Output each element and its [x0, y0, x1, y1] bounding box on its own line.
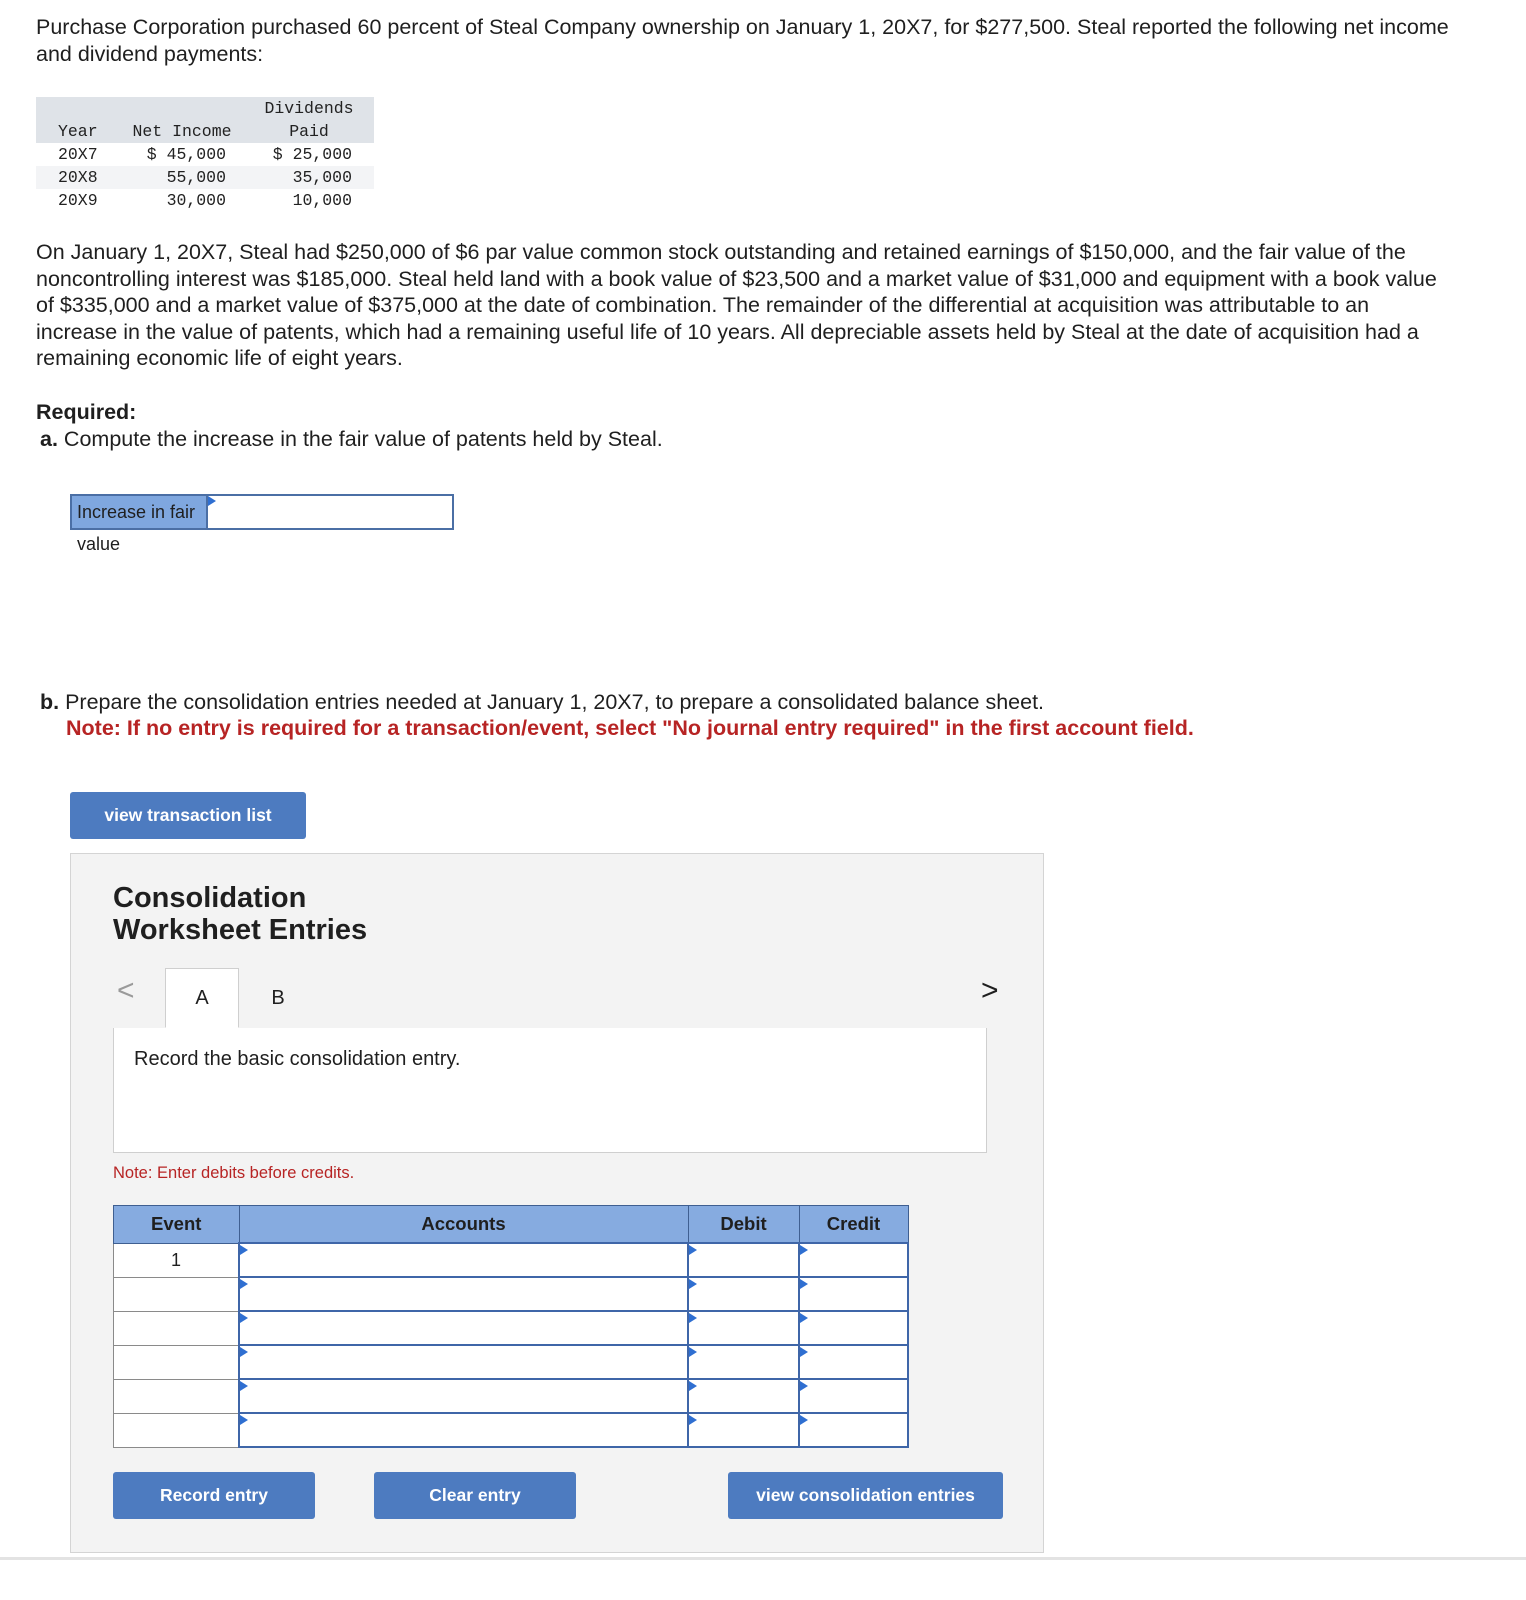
credit-cell: [799, 1243, 908, 1277]
credit-input[interactable]: [800, 1312, 907, 1344]
answer-input-wrap: [208, 496, 452, 528]
increase-fair-value-input[interactable]: [208, 496, 452, 528]
problem-intro: Purchase Corporation purchased 60 percent of Steal Company ownership on January 1, 20X7, for $277,500. Steal reported the following net income and dividend payments:: [36, 15, 1449, 66]
part-a-text: Compute the increase in the fair value of patents held by Steal.: [63, 427, 663, 451]
account-input[interactable]: [240, 1244, 687, 1276]
dropdown-marker-icon: [240, 1313, 248, 1323]
dropdown-marker-icon: [240, 1279, 248, 1289]
input-marker-icon: [800, 1347, 808, 1357]
credit-cell: [799, 1277, 908, 1311]
journal-entry-table: [113, 1205, 909, 1448]
worksheet-title: [113, 882, 367, 946]
debit-cell: [688, 1413, 799, 1447]
col-event: Event: [114, 1206, 240, 1244]
part-b-label: b.: [40, 690, 60, 714]
year-cell: 20X7: [58, 145, 98, 164]
table-row: [36, 166, 374, 189]
debit-cell: [688, 1277, 799, 1311]
account-cell: [239, 1277, 688, 1311]
input-marker-icon: [208, 496, 216, 506]
table-row: [36, 143, 374, 166]
enter-debits-note: Note: Enter debits before credits.: [113, 1164, 355, 1182]
event-cell: [114, 1413, 240, 1447]
col-debit: Debit: [688, 1206, 799, 1244]
part-a-question: [40, 427, 663, 452]
answer-row: [70, 494, 454, 554]
instruction-text: Record the basic consolidation entry.: [134, 1048, 461, 1070]
journal-row: [114, 1243, 909, 1277]
debit-input[interactable]: [689, 1346, 798, 1378]
journal-row: [114, 1311, 909, 1345]
journal-row: [114, 1413, 909, 1447]
worksheet-title-line1: Consolidation: [113, 882, 307, 914]
dropdown-marker-icon: [240, 1245, 248, 1255]
credit-input[interactable]: [800, 1346, 907, 1378]
input-marker-icon: [800, 1245, 808, 1255]
table-header-row: [36, 120, 374, 143]
debit-cell: [688, 1243, 799, 1277]
view-transaction-list-button[interactable]: view transaction list: [70, 792, 306, 839]
dividends-cell: $ 25,000: [272, 145, 352, 164]
input-marker-icon: [800, 1381, 808, 1391]
problem-details: On January 1, 20X7, Steal had $250,000 of $6 par value common stock outstanding and retained earnings of $150,000, and the fair value of the noncontrolling interest was $185,000. Steal held land with a book value of $23,500 and a market value of $31,000 and equipment with a book value of $335,000 and a market value of $375,000 at the date of combination. The remainder of the differential at acquisition was attributable to an increase in the value of patents, which had a remaining useful life of 10 years. All depreciable assets held by Steal at the date of acquisition had a remaining economic life of eight years.: [36, 240, 1437, 370]
account-input[interactable]: [240, 1414, 687, 1446]
clear-entry-button[interactable]: Clear entry: [374, 1472, 576, 1519]
event-cell: [114, 1345, 240, 1379]
year-cell: 20X8: [36, 166, 120, 189]
header-net-income: Net Income: [132, 122, 232, 141]
credit-input[interactable]: [800, 1244, 907, 1276]
dropdown-marker-icon: [240, 1415, 248, 1425]
worksheet-title-line2: Worksheet Entries: [113, 914, 368, 946]
tab-b[interactable]: B: [271, 986, 285, 1009]
chevron-right-icon[interactable]: >: [981, 974, 999, 1007]
input-marker-icon: [689, 1245, 697, 1255]
dropdown-marker-icon: [240, 1347, 248, 1357]
debit-input[interactable]: [689, 1414, 798, 1446]
page-divider: [0, 1557, 1526, 1560]
col-accounts: Accounts: [239, 1206, 688, 1244]
input-marker-icon: [800, 1279, 808, 1289]
account-cell: [239, 1311, 688, 1345]
record-entry-button[interactable]: Record entry: [113, 1472, 315, 1519]
account-input[interactable]: [240, 1312, 687, 1344]
entry-tabs: [113, 968, 987, 1029]
journal-header-row: [114, 1206, 909, 1244]
credit-cell: [799, 1345, 908, 1379]
required-heading: Required:: [36, 400, 137, 424]
input-marker-icon: [689, 1415, 697, 1425]
credit-input[interactable]: [800, 1414, 907, 1446]
debit-cell: [688, 1379, 799, 1413]
answer-label: Increase in fair value: [72, 496, 208, 528]
account-cell: [239, 1413, 688, 1447]
account-input[interactable]: [240, 1278, 687, 1310]
debit-input[interactable]: [689, 1278, 798, 1310]
event-cell: [114, 1379, 240, 1413]
part-b-note: Note: If no entry is required for a transaction/event, select "No journal entry required" in the first account field.: [66, 716, 1194, 740]
worksheet-panel: [70, 853, 1044, 1553]
header-dividends: Dividends: [264, 99, 354, 118]
net-income-cell: 55,000: [120, 166, 244, 189]
debit-input[interactable]: [689, 1312, 798, 1344]
part-b-question: [40, 690, 1044, 715]
credit-cell: [799, 1413, 908, 1447]
net-income-cell: 30,000: [166, 191, 226, 210]
table-header-row-top: [36, 97, 374, 120]
dividends-cell: 10,000: [292, 191, 352, 210]
chevron-left-icon[interactable]: <: [117, 974, 135, 1007]
net-income-cell: $ 45,000: [146, 145, 226, 164]
input-marker-icon: [689, 1313, 697, 1323]
dividends-cell: 35,000: [244, 166, 374, 189]
credit-input[interactable]: [800, 1380, 907, 1412]
account-input[interactable]: [240, 1380, 687, 1412]
credit-input[interactable]: [800, 1278, 907, 1310]
income-dividends-table: [36, 97, 374, 212]
input-marker-icon: [689, 1381, 697, 1391]
input-marker-icon: [689, 1347, 697, 1357]
debit-input[interactable]: [689, 1244, 798, 1276]
account-cell: [239, 1379, 688, 1413]
tab-a[interactable]: A: [165, 968, 239, 1028]
input-marker-icon: [689, 1279, 697, 1289]
part-b-text: Prepare the consolidation entries needed at January 1, 20X7, to prepare a consolidated balance sheet.: [65, 690, 1045, 714]
part-a-label: a.: [40, 427, 58, 451]
journal-row: [114, 1277, 909, 1311]
journal-row: [114, 1345, 909, 1379]
input-marker-icon: [800, 1415, 808, 1425]
event-cell: 1: [114, 1243, 240, 1277]
credit-cell: [799, 1379, 908, 1413]
account-input[interactable]: [240, 1346, 687, 1378]
view-consolidation-entries-button[interactable]: view consolidation entries: [728, 1472, 1003, 1519]
debit-input[interactable]: [689, 1380, 798, 1412]
year-cell: 20X9: [58, 191, 98, 210]
header-year: Year: [58, 122, 98, 141]
event-cell: [114, 1277, 240, 1311]
col-credit: Credit: [799, 1206, 908, 1244]
dropdown-marker-icon: [240, 1381, 248, 1391]
debit-cell: [688, 1311, 799, 1345]
journal-row: [114, 1379, 909, 1413]
account-cell: [239, 1243, 688, 1277]
input-marker-icon: [800, 1313, 808, 1323]
instruction-box: [113, 1028, 987, 1153]
debit-cell: [688, 1345, 799, 1379]
header-dividends-paid: Paid: [289, 122, 329, 141]
event-cell: [114, 1311, 240, 1345]
credit-cell: [799, 1311, 908, 1345]
table-row: [36, 189, 374, 212]
account-cell: [239, 1345, 688, 1379]
